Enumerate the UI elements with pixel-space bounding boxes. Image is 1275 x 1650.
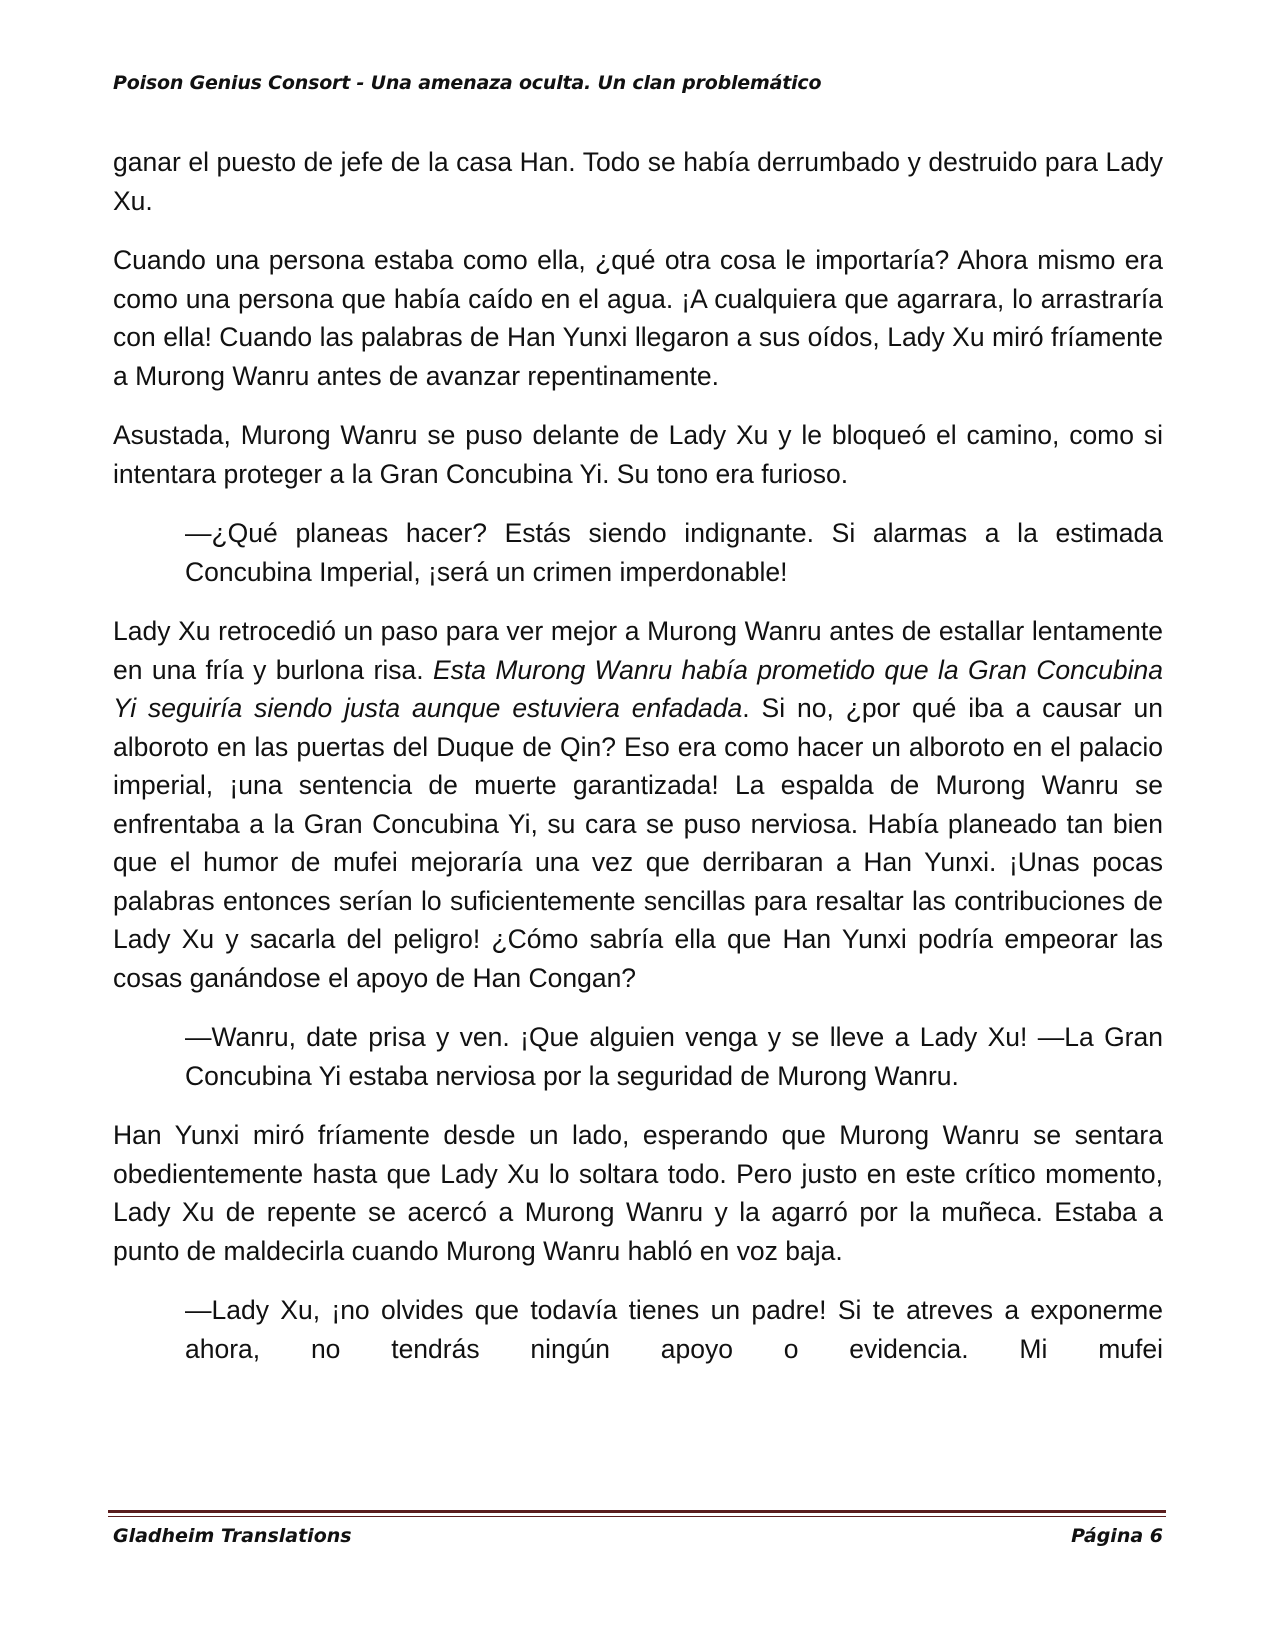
paragraph-7: Han Yunxi miró fríamente desde un lado, esperando que Murong Wanru se sentara obedientemente hasta que Lady Xu lo soltara todo. Pero justo en este crítico momento, Lady Xu de repente se acercó a Murong Wanru y la agarró por la muñeca. Estaba a punto de maldecirla cuando Murong Wanru habló en voz baja. — [113, 1120, 1163, 1266]
footer-translator: Gladheim Translations — [113, 1525, 352, 1547]
footer-divider-thick — [108, 1510, 1166, 1513]
dialogue-1: —¿Qué planeas hacer? Estás siendo indignante. Si alarmas a la estimada Concubina Imperial, ¡será un crimen imperdonable! — [185, 518, 1163, 587]
paragraph-5-start: Lady Xu retrocedió un paso para ver mejor a Murong Wanru antes de estallar lentamente en una fría y burlona risa. — [113, 616, 1163, 685]
dialogue-3: —Lady Xu, ¡no olvides que todavía tienes un padre! Si te atreves a exponerme ahora, no tendrás ningún apoyo o evidencia. Mi mufei — [185, 1295, 1163, 1364]
page-footer — [113, 1525, 1163, 1547]
footer-page-number: Página 6 — [1071, 1525, 1163, 1547]
paragraph-5-end: . Si no, ¿por qué iba a causar un alboroto en las puertas del Duque de Qin? Eso era como hacer un alboroto en el palacio imperial, ¡una sentencia de muerte garantizada! La espalda de Murong Wanru se enfrentaba a la Gran Concubina Yi, su cara se puso nerviosa. Había planeado tan bien que el humor de mufei mejoraría una vez que derribaran a Han Yunxi. ¡Unas pocas palabras entonces serían lo suficientemente sencillas para resaltar las contribuciones de Lady Xu y sacarla del peligro! ¿Cómo sabría ella que Han Yunxi podría empeorar las cosas ganándose el apoyo de Han Congan? — [113, 693, 1164, 993]
document-body — [113, 143, 1163, 1389]
paragraph-5-italic: Esta Murong Wanru había prometido que la Gran Concubina Yi seguiría siendo justa aunque estuviera enfadada — [113, 654, 1163, 723]
paragraph-1: ganar el puesto de jefe de la casa Han. Todo se había derrumbado y destruido para Lady Xu. — [113, 147, 1163, 216]
paragraph-3: Asustada, Murong Wanru se puso delante de Lady Xu y le bloqueó el camino, como si intentara proteger a la Gran Concubina Yi. Su tono era furioso. — [113, 420, 1163, 489]
page-header-title: Poison Genius Consort - Una amenaza oculta. Un clan problemático — [113, 72, 822, 94]
footer-divider-thin — [108, 1516, 1166, 1517]
dialogue-2: —Wanru, date prisa y ven. ¡Que alguien venga y se lleve a Lady Xu! —La Gran Concubina Yi estaba nerviosa por la seguridad de Murong Wanru. — [185, 1022, 1163, 1091]
paragraph-2: Cuando una persona estaba como ella, ¿qué otra cosa le importaría? Ahora mismo era como una persona que había caído en el agua. ¡A cualquiera que agarrara, lo arrastraría con ella! Cuando las palabras de Han Yunxi llegaron a sus oídos, Lady Xu miró fríamente a Murong Wanru antes de avanzar repentinamente. — [113, 245, 1163, 391]
paragraph-5 — [113, 612, 1163, 997]
